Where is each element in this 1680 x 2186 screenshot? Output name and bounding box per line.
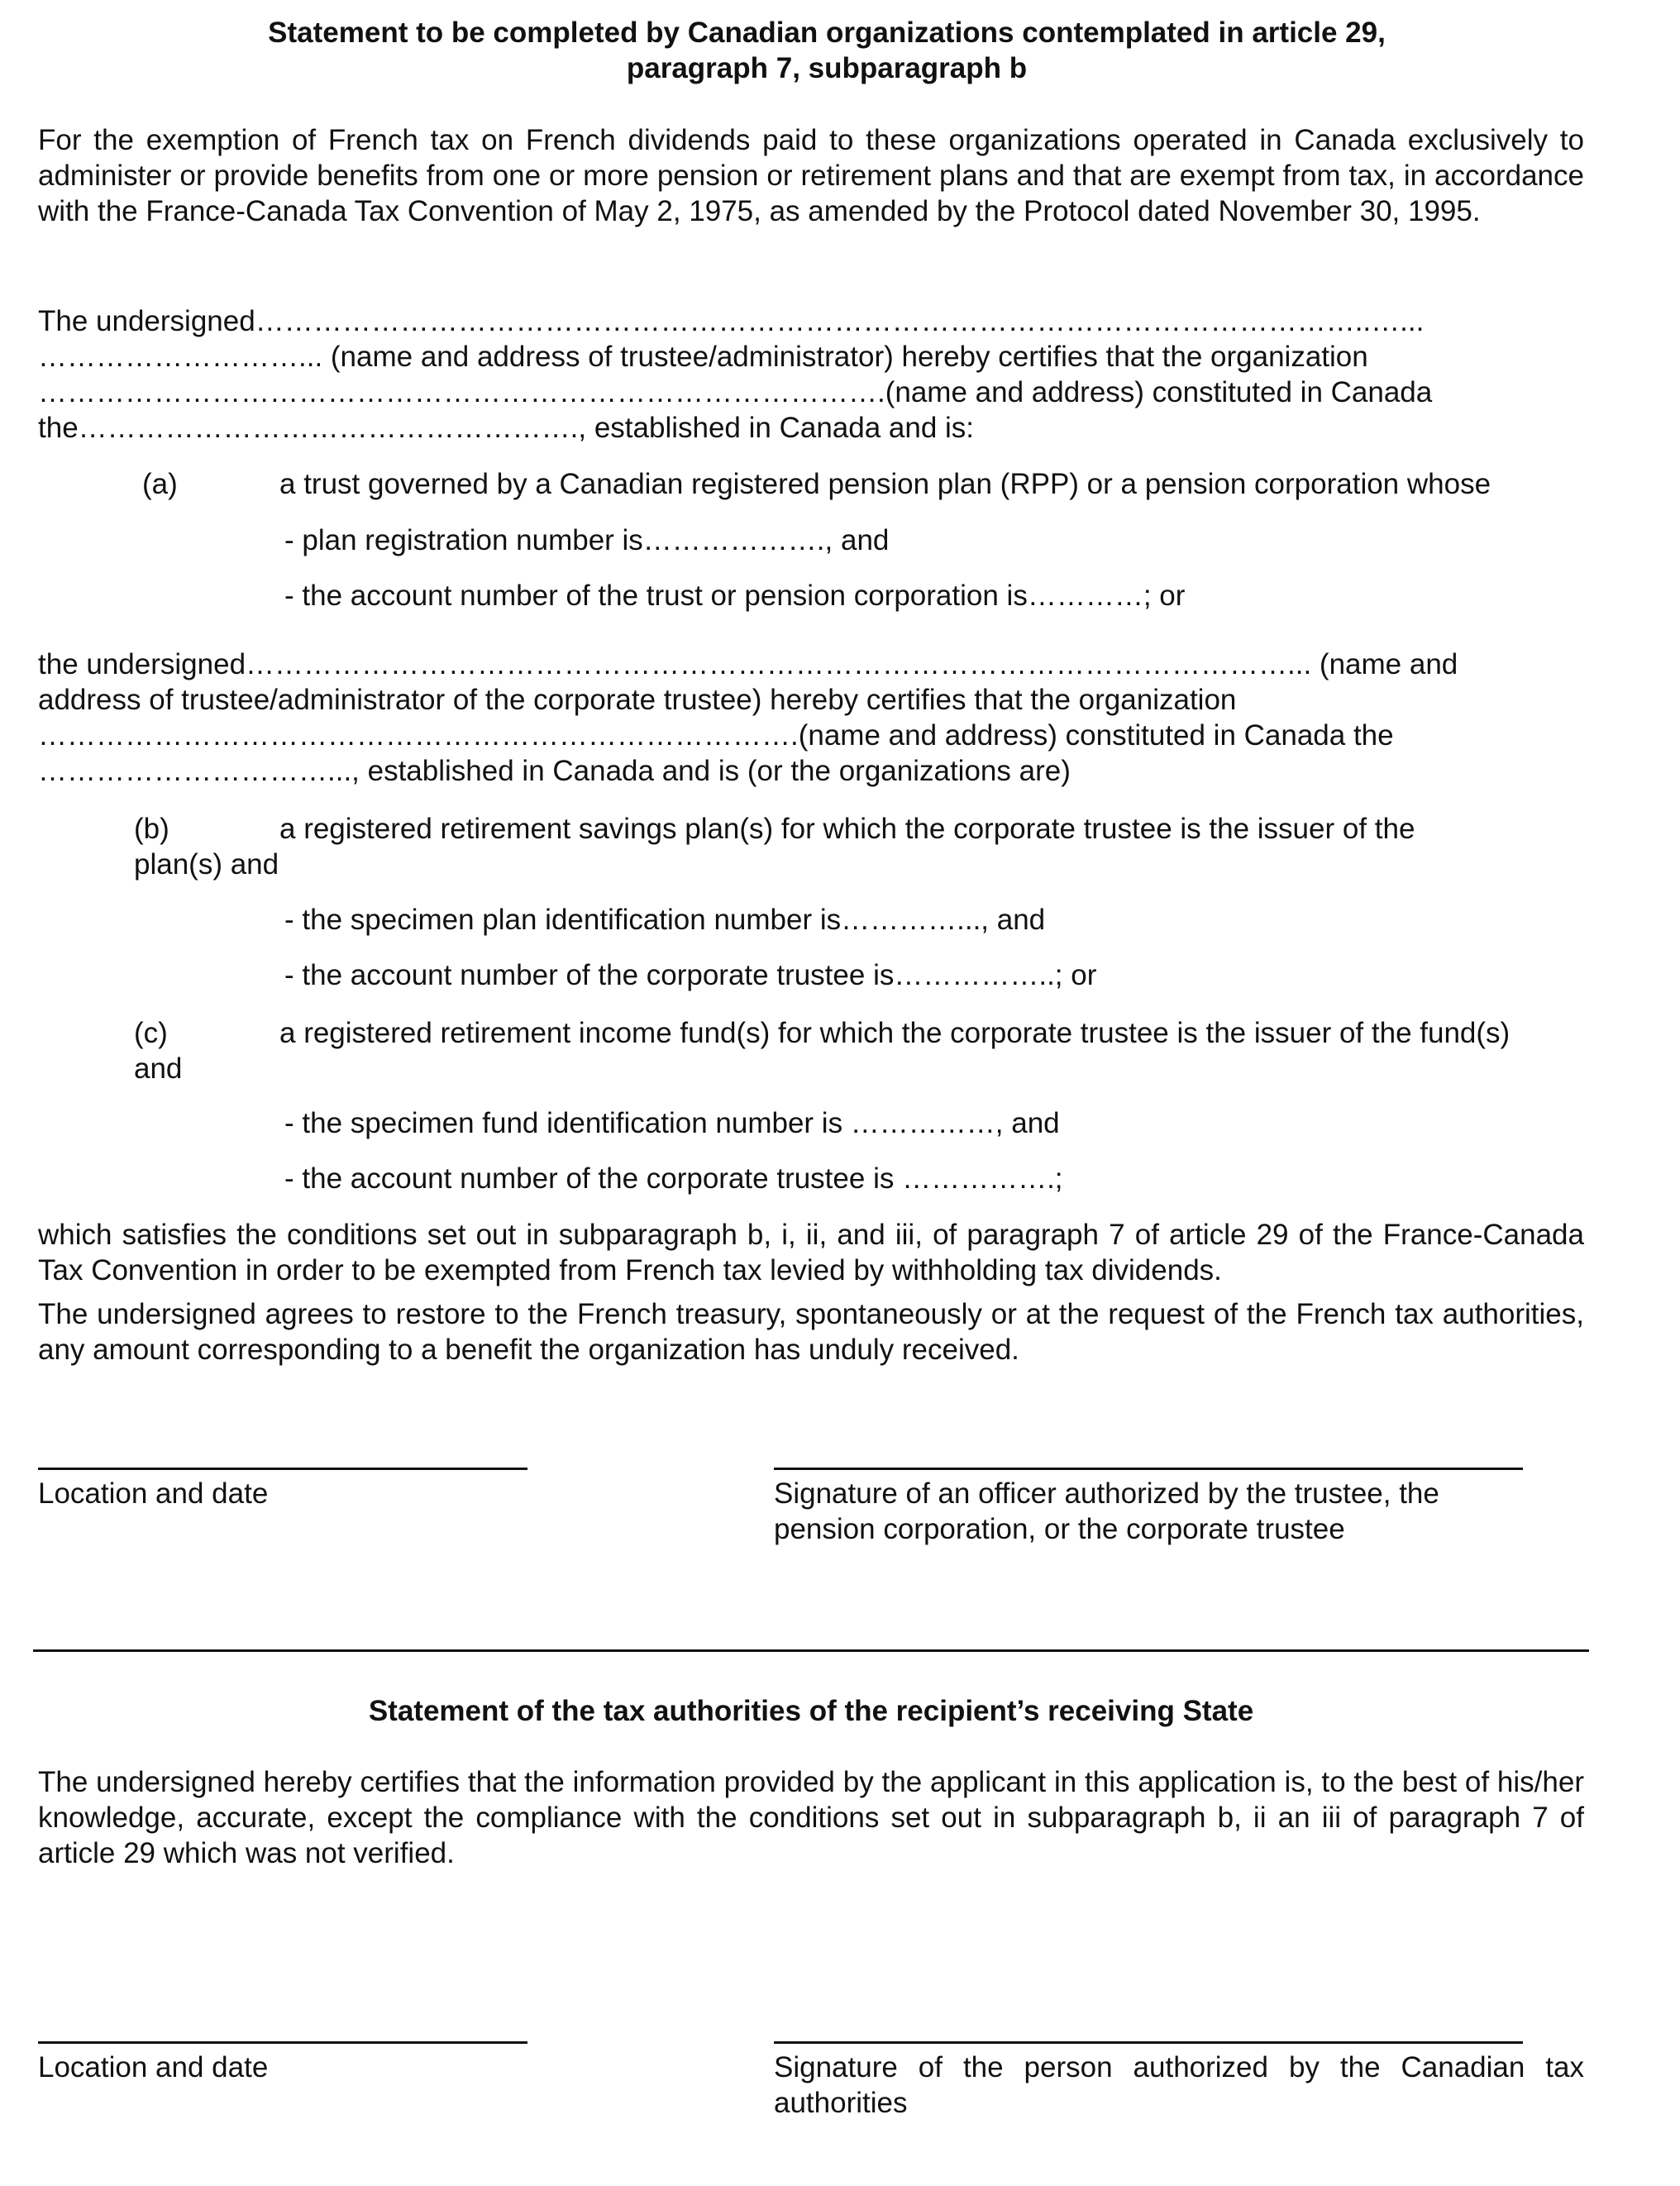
part2-line-2: address of trustee/administrator of the corporate trustee) hereby certifies that the organization: [38, 684, 1237, 716]
location-date-label-1: Location and date: [38, 1477, 269, 1510]
section-divider: [33, 1649, 1589, 1652]
part1-line-1: The undersigned……………………………………………………………………………………………………..…...: [38, 305, 1425, 337]
item-a-marker: (a): [142, 468, 178, 500]
item-c-text-continued: and: [134, 1052, 183, 1085]
conditions-paragraph: which satisfies the conditions set out in subparagraph b, i, ii, and iii, of paragraph 7 of article 29 of the France-Canada Tax Convention in order to be exempted from French tax levied by withholding tax dividends.: [38, 1219, 1584, 1286]
item-c-account-number: - the account number of the corporate trustee is …………….;: [284, 1162, 1063, 1195]
item-a-account-number: - the account number of the trust or pension corporation is…………; or: [284, 580, 1186, 612]
title-line-2: paragraph 7, subparagraph b: [626, 52, 1028, 84]
restore-paragraph: The undersigned agrees to restore to the French treasury, spontaneously or at the request of the French tax authorities, any amount corresponding to a benefit the organization has unduly received.: [38, 1298, 1584, 1366]
intro-paragraph: For the exemption of French tax on French dividends paid to these organizations operated in Canada exclusively to administer or provide benefits from one or more pension or retirement plans and that are exempt from tax, in accordance with the France-Canada Tax Convention of May 2, 1975, as amended by the Protocol dated November 30, 1995.: [38, 124, 1584, 227]
officer-signature-label: Signature of an officer authorized by the trustee, the pension corporation, or the corporate trustee: [774, 1477, 1439, 1545]
item-a-registration-number: - plan registration number is………………., and: [284, 524, 890, 556]
part1-line-3: …………………………………………………………………………….(name and address) constituted in Canada: [38, 376, 1433, 408]
signature-line-authority: [774, 2041, 1523, 2044]
title-line-1: Statement to be completed by Canadian organizations contemplated in article 29,: [268, 17, 1386, 49]
item-b-text-continued: plan(s) and: [134, 848, 279, 881]
signature-line-location-2: [38, 2041, 527, 2044]
signature-line-officer: [774, 1468, 1523, 1470]
part2-line-1: the undersigned………………………………………………………………………………………………... (name and: [38, 648, 1458, 680]
authority-signature-label: Signature of the person authorized by the Canadian tax authorities: [774, 2051, 1584, 2119]
part1-line-2: ………………………... (name and address of trustee/administrator) hereby certifies that the organization: [38, 341, 1368, 373]
item-c-specimen-number: - the specimen fund identification number is ……………, and: [284, 1107, 1060, 1139]
part1-line-4: the……………………………………………., established in Canada and is:: [38, 412, 975, 444]
item-c-text: a registered retirement income fund(s) for which the corporate trustee is the issuer of the fund(s): [279, 1017, 1511, 1049]
section2-paragraph: The undersigned hereby certifies that the information provided by the applicant in this application is, to the best of his/her knowledge, accurate, except the compliance with the conditions set out in subparagraph b, ii an iii of paragraph 7 of article 29 which was not verified.: [38, 1766, 1584, 1869]
item-a-text: a trust governed by a Canadian registered pension plan (RPP) or a pension corporation whose: [279, 468, 1491, 500]
part2-line-4: …………………………..., established in Canada and is (or the organizations are): [38, 755, 1071, 787]
part2-line-3: …………………………………………………………………….(name and address) constituted in Canada the: [38, 719, 1394, 752]
item-b-text: a registered retirement savings plan(s) for which the corporate trustee is the issuer of the: [279, 813, 1415, 845]
location-date-label-2: Location and date: [38, 2051, 269, 2083]
item-c-marker: (c): [134, 1017, 168, 1049]
item-b-marker: (b): [134, 813, 169, 845]
item-b-specimen-number: - the specimen plan identification number is…………..., and: [284, 904, 1046, 936]
item-b-account-number: - the account number of the corporate trustee is……………..; or: [284, 959, 1097, 991]
signature-line-location-1: [38, 1468, 527, 1470]
page-title: [33, 15, 1620, 86]
section2-title: Statement of the tax authorities of the recipient’s receiving State: [368, 1695, 1254, 1727]
